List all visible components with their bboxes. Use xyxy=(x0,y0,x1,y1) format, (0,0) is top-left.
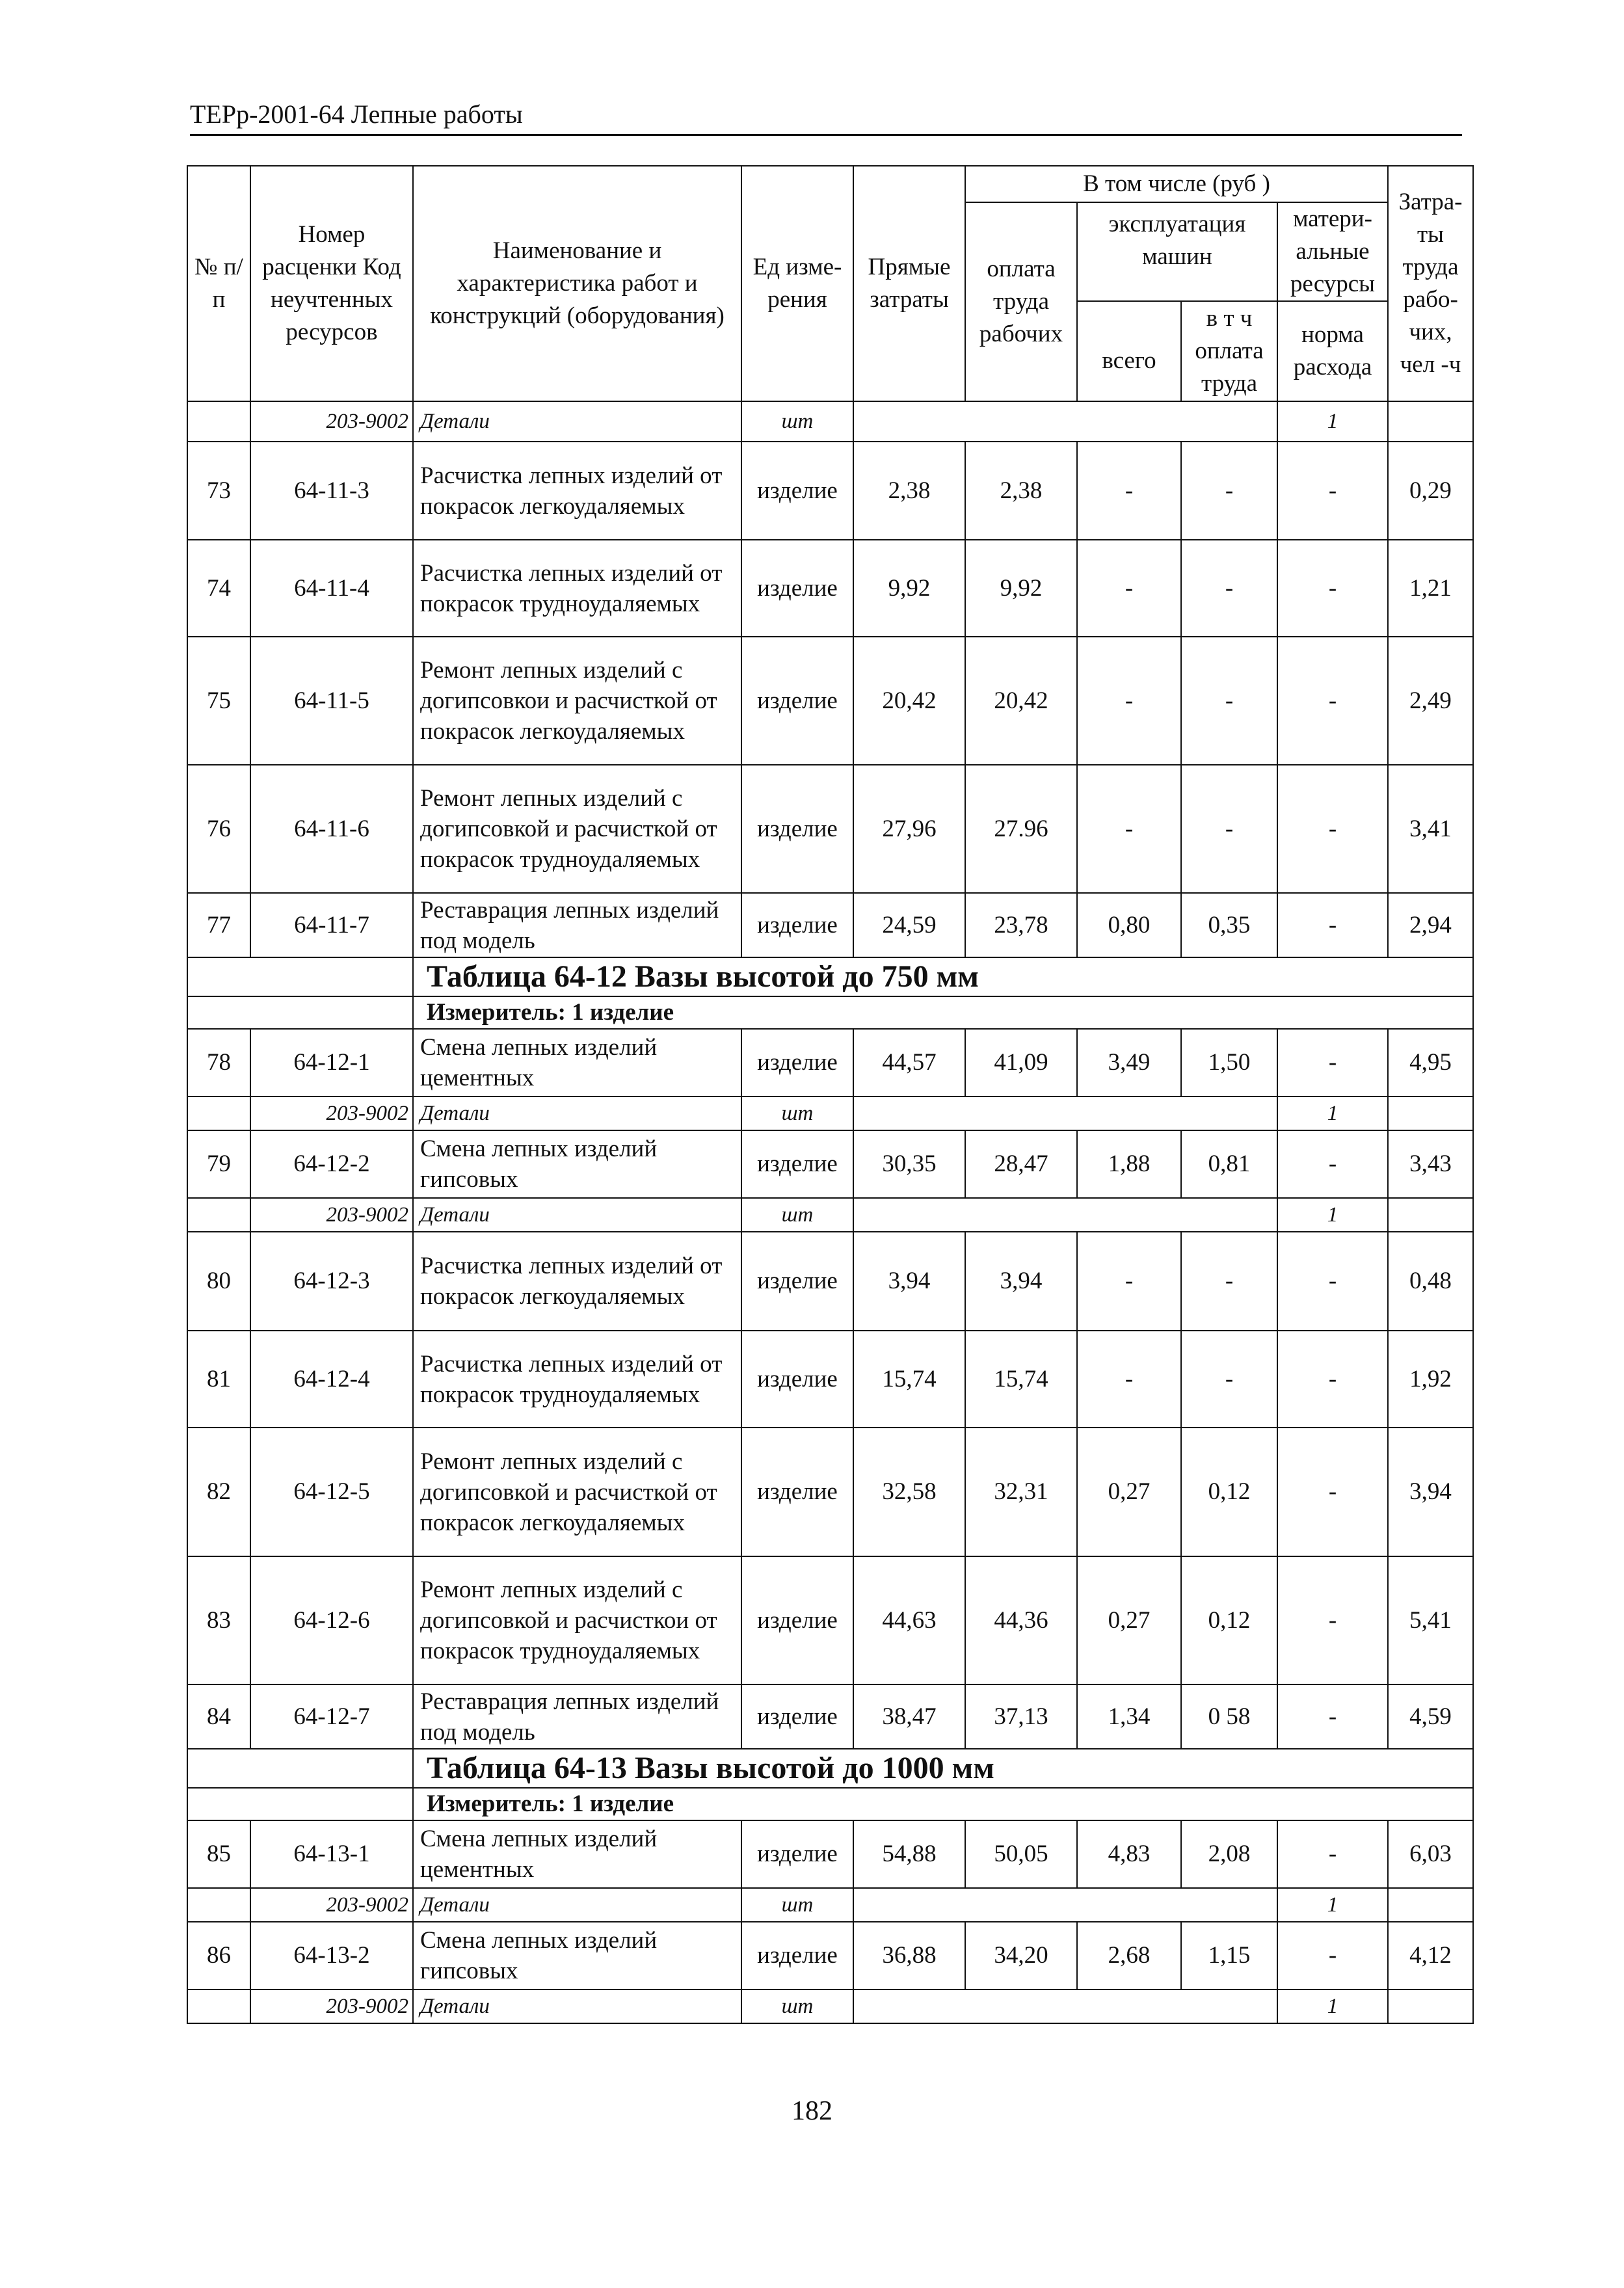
page-number: 182 xyxy=(792,2096,832,2126)
resource-unit: шт xyxy=(741,1097,853,1130)
resource-code: 203-9002 xyxy=(250,1989,413,2023)
labor-costs xyxy=(1388,401,1473,442)
machines-total: 4,83 xyxy=(1077,1820,1181,1888)
row-number: 80 xyxy=(187,1232,250,1331)
wages: 3,94 xyxy=(965,1232,1077,1331)
rate-code: 64-12-6 xyxy=(250,1556,413,1684)
resource-name: Детали xyxy=(413,1097,741,1130)
wages: 44,36 xyxy=(965,1556,1077,1684)
row-number: 83 xyxy=(187,1556,250,1684)
work-name: Смена лепных изделий гипсовых xyxy=(413,1130,741,1198)
table-row xyxy=(187,1130,1473,1198)
materials-norm: - xyxy=(1277,540,1388,637)
row-number: 85 xyxy=(187,1820,250,1888)
machines-total: 2,68 xyxy=(1077,1922,1181,1989)
resource-unit: шт xyxy=(741,1989,853,2023)
rate-code: 64-13-2 xyxy=(250,1922,413,1989)
rate-code: 64-13-1 xyxy=(250,1820,413,1888)
resource-code: 203-9002 xyxy=(250,1198,413,1232)
rate-code: 64-11-4 xyxy=(250,540,413,637)
labor-costs: 3,43 xyxy=(1388,1130,1473,1198)
labor-costs: 3,94 xyxy=(1388,1428,1473,1556)
direct-costs: 30,35 xyxy=(853,1130,965,1198)
resource-gap xyxy=(853,1888,1277,1922)
resource-row xyxy=(187,401,1473,442)
table-row xyxy=(187,1428,1473,1556)
resource-norm: 1 xyxy=(1277,401,1388,442)
row-number: 81 xyxy=(187,1331,250,1428)
direct-costs: 2,38 xyxy=(853,442,965,540)
wages: 41,09 xyxy=(965,1029,1077,1097)
col-header-machines-total: всего xyxy=(1077,301,1181,401)
col-header-labor: Затра-ты труда рабо-чих, чел -ч xyxy=(1388,166,1473,401)
rate-code: 64-11-3 xyxy=(250,442,413,540)
labor-costs: 2,94 xyxy=(1388,893,1473,957)
table-row xyxy=(187,1556,1473,1684)
row-number: 75 xyxy=(187,637,250,765)
resource-unit: шт xyxy=(741,1888,853,1922)
section-title: Таблица 64-13 Вазы высотой до 1000 мм xyxy=(413,1749,1473,1788)
direct-costs: 3,94 xyxy=(853,1232,965,1331)
col-header-unit: Ед изме-рения xyxy=(741,166,853,401)
materials-norm: - xyxy=(1277,1428,1388,1556)
rate-code: 64-11-7 xyxy=(250,893,413,957)
document-header-title: ТЕРр-2001-64 Лепные работы xyxy=(190,100,523,129)
machines-wages: 2,08 xyxy=(1181,1820,1277,1888)
labor-costs: 0,29 xyxy=(1388,442,1473,540)
row-number xyxy=(187,996,413,1029)
col-header-materials-norm: норма расхода xyxy=(1277,301,1388,401)
wages: 2,38 xyxy=(965,442,1077,540)
machines-wages: 1,15 xyxy=(1181,1922,1277,1989)
direct-costs: 54,88 xyxy=(853,1820,965,1888)
rate-code: 64-12-4 xyxy=(250,1331,413,1428)
rate-code: 64-12-2 xyxy=(250,1130,413,1198)
materials-norm: - xyxy=(1277,1232,1388,1331)
unit: изделие xyxy=(741,1232,853,1331)
rate-code: 64-11-5 xyxy=(250,637,413,765)
labor-costs: 4,12 xyxy=(1388,1922,1473,1989)
col-header-machines: эксплуатация машин xyxy=(1077,202,1277,301)
resource-gap xyxy=(853,401,1277,442)
unit: изделие xyxy=(741,765,853,893)
row-number: 84 xyxy=(187,1684,250,1749)
table-row xyxy=(187,540,1473,637)
rate-code: 64-11-6 xyxy=(250,765,413,893)
machines-total: - xyxy=(1077,442,1181,540)
materials-norm: - xyxy=(1277,1130,1388,1198)
table-row xyxy=(187,1820,1473,1888)
resource-row xyxy=(187,1989,1473,2023)
resource-row xyxy=(187,1888,1473,1922)
machines-wages: 0,12 xyxy=(1181,1556,1277,1684)
direct-costs: 38,47 xyxy=(853,1684,965,1749)
machines-total: 1,88 xyxy=(1077,1130,1181,1198)
labor-costs: 0,48 xyxy=(1388,1232,1473,1331)
col-header-code: Номер расценки Код неучтенных ресурсов xyxy=(250,166,413,401)
resource-row xyxy=(187,1198,1473,1232)
wages: 28,47 xyxy=(965,1130,1077,1198)
labor-costs xyxy=(1388,1198,1473,1232)
direct-costs: 9,92 xyxy=(853,540,965,637)
row-number: 78 xyxy=(187,1029,250,1097)
resource-code: 203-9002 xyxy=(250,1888,413,1922)
machines-total: - xyxy=(1077,1331,1181,1428)
table-row xyxy=(187,1684,1473,1749)
header-divider xyxy=(190,134,1462,136)
unit: изделие xyxy=(741,1428,853,1556)
machines-wages: - xyxy=(1181,637,1277,765)
work-name: Смена лепных изделий цементных xyxy=(413,1029,741,1097)
resource-name: Детали xyxy=(413,1198,741,1232)
resource-norm: 1 xyxy=(1277,1989,1388,2023)
row-number xyxy=(187,401,250,442)
machines-wages: 0,12 xyxy=(1181,1428,1277,1556)
work-name: Расчистка лепных изделий от покрасок легкоудаляемых xyxy=(413,1232,741,1331)
resource-norm: 1 xyxy=(1277,1888,1388,1922)
row-number xyxy=(187,1888,250,1922)
table-body xyxy=(187,401,1473,2023)
unit: изделие xyxy=(741,893,853,957)
machines-total: 0,80 xyxy=(1077,893,1181,957)
table-row xyxy=(187,1029,1473,1097)
work-name: Реставрация лепных изделий под модель xyxy=(413,1684,741,1749)
table-row xyxy=(187,442,1473,540)
rate-code: 64-12-1 xyxy=(250,1029,413,1097)
measure-unit: Измеритель: 1 изделие xyxy=(413,1788,1473,1820)
col-header-materials: матери-альные ресурсы xyxy=(1277,202,1388,301)
row-number xyxy=(187,1198,250,1232)
unit: изделие xyxy=(741,1331,853,1428)
machines-wages: 0 58 xyxy=(1181,1684,1277,1749)
machines-total: - xyxy=(1077,765,1181,893)
work-name: Реставрация лепных изделий под модель xyxy=(413,893,741,957)
rate-code: 64-12-5 xyxy=(250,1428,413,1556)
machines-total: - xyxy=(1077,1232,1181,1331)
wages: 34,20 xyxy=(965,1922,1077,1989)
machines-wages: - xyxy=(1181,1232,1277,1331)
materials-norm: - xyxy=(1277,893,1388,957)
direct-costs: 36,88 xyxy=(853,1922,965,1989)
machines-wages: 0,35 xyxy=(1181,893,1277,957)
row-number: 77 xyxy=(187,893,250,957)
row-number xyxy=(187,957,413,996)
row-number xyxy=(187,1788,413,1820)
work-name: Ремонт лепных изделий с догипсовкои и расчисткой от покрасок легкоудаляемых xyxy=(413,637,741,765)
measure-row xyxy=(187,1788,1473,1820)
work-name: Расчистка лепных изделий от покрасок легкоудаляемых xyxy=(413,442,741,540)
unit: изделие xyxy=(741,1922,853,1989)
row-number: 73 xyxy=(187,442,250,540)
unit: изделие xyxy=(741,540,853,637)
labor-costs: 1,92 xyxy=(1388,1331,1473,1428)
direct-costs: 44,57 xyxy=(853,1029,965,1097)
unit: изделие xyxy=(741,1029,853,1097)
row-number: 79 xyxy=(187,1130,250,1198)
col-header-wages: оплата труда рабочих xyxy=(965,202,1077,401)
resource-gap xyxy=(853,1198,1277,1232)
machines-total: - xyxy=(1077,637,1181,765)
unit: изделие xyxy=(741,1684,853,1749)
resource-norm: 1 xyxy=(1277,1097,1388,1130)
direct-costs: 20,42 xyxy=(853,637,965,765)
machines-wages: - xyxy=(1181,1331,1277,1428)
work-name: Ремонт лепных изделий с догипсовкой и расчисткой от покрасок трудноудаляемых xyxy=(413,765,741,893)
wages: 32,31 xyxy=(965,1428,1077,1556)
section-title-row xyxy=(187,957,1473,996)
resource-code: 203-9002 xyxy=(250,401,413,442)
machines-total: 0,27 xyxy=(1077,1556,1181,1684)
unit: изделие xyxy=(741,1130,853,1198)
resource-row xyxy=(187,1097,1473,1130)
resource-name: Детали xyxy=(413,401,741,442)
resource-name: Детали xyxy=(413,1989,741,2023)
work-name: Ремонт лепных изделий с догипсовкой и расчисткой от покрасок легкоудаляемых xyxy=(413,1428,741,1556)
price-table xyxy=(187,165,1474,2024)
machines-wages: - xyxy=(1181,442,1277,540)
materials-norm: - xyxy=(1277,1029,1388,1097)
work-name: Расчистка лепных изделий от покрасок трудноудаляемых xyxy=(413,1331,741,1428)
work-name: Смена лепных изделий гипсовых xyxy=(413,1922,741,1989)
col-header-machines-wages: в т ч оплата труда xyxy=(1181,301,1277,401)
resource-gap xyxy=(853,1097,1277,1130)
unit: изделие xyxy=(741,1820,853,1888)
work-name: Расчистка лепных изделий от покрасок трудноудаляемых xyxy=(413,540,741,637)
work-name: Ремонт лепных изделий с догипсовкой и расчисткои от покрасок трудноудаляемых xyxy=(413,1556,741,1684)
row-number: 86 xyxy=(187,1922,250,1989)
materials-norm: - xyxy=(1277,637,1388,765)
direct-costs: 44,63 xyxy=(853,1556,965,1684)
materials-norm: - xyxy=(1277,1556,1388,1684)
machines-wages: 0,81 xyxy=(1181,1130,1277,1198)
labor-costs: 5,41 xyxy=(1388,1556,1473,1684)
wages: 37,13 xyxy=(965,1684,1077,1749)
labor-costs xyxy=(1388,1097,1473,1130)
materials-norm: - xyxy=(1277,765,1388,893)
row-number xyxy=(187,1749,413,1788)
unit: изделие xyxy=(741,442,853,540)
row-number xyxy=(187,1097,250,1130)
machines-wages: - xyxy=(1181,540,1277,637)
table-row xyxy=(187,1232,1473,1331)
wages: 9,92 xyxy=(965,540,1077,637)
machines-total: 1,34 xyxy=(1077,1684,1181,1749)
wages: 15,74 xyxy=(965,1331,1077,1428)
labor-costs xyxy=(1388,1888,1473,1922)
wages: 20,42 xyxy=(965,637,1077,765)
col-header-num: № п/п xyxy=(187,166,250,401)
rate-code: 64-12-3 xyxy=(250,1232,413,1331)
machines-total: - xyxy=(1077,540,1181,637)
machines-total: 0,27 xyxy=(1077,1428,1181,1556)
unit: изделие xyxy=(741,1556,853,1684)
section-title-row xyxy=(187,1749,1473,1788)
labor-costs: 4,59 xyxy=(1388,1684,1473,1749)
col-header-direct-costs: Прямые затраты xyxy=(853,166,965,401)
direct-costs: 24,59 xyxy=(853,893,965,957)
resource-unit: шт xyxy=(741,1198,853,1232)
labor-costs xyxy=(1388,1989,1473,2023)
table-row xyxy=(187,637,1473,765)
section-title: Таблица 64-12 Вазы высотой до 750 мм xyxy=(413,957,1473,996)
table-row xyxy=(187,893,1473,957)
wages: 50,05 xyxy=(965,1820,1077,1888)
unit: изделие xyxy=(741,637,853,765)
labor-costs: 4,95 xyxy=(1388,1029,1473,1097)
row-number: 74 xyxy=(187,540,250,637)
labor-costs: 3,41 xyxy=(1388,765,1473,893)
machines-total: 3,49 xyxy=(1077,1029,1181,1097)
labor-costs: 1,21 xyxy=(1388,540,1473,637)
materials-norm: - xyxy=(1277,1820,1388,1888)
labor-costs: 6,03 xyxy=(1388,1820,1473,1888)
resource-unit: шт xyxy=(741,401,853,442)
row-number xyxy=(187,1989,250,2023)
work-name: Смена лепных изделий цементных xyxy=(413,1820,741,1888)
machines-wages: - xyxy=(1181,765,1277,893)
machines-wages: 1,50 xyxy=(1181,1029,1277,1097)
table-row xyxy=(187,765,1473,893)
table-row xyxy=(187,1331,1473,1428)
materials-norm: - xyxy=(1277,1684,1388,1749)
direct-costs: 32,58 xyxy=(853,1428,965,1556)
resource-name: Детали xyxy=(413,1888,741,1922)
col-header-name: Наименование и характеристика работ и конструкций (оборудования) xyxy=(413,166,741,401)
measure-unit: Измеритель: 1 изделие xyxy=(413,996,1473,1029)
rate-code: 64-12-7 xyxy=(250,1684,413,1749)
direct-costs: 15,74 xyxy=(853,1331,965,1428)
row-number: 76 xyxy=(187,765,250,893)
materials-norm: - xyxy=(1277,442,1388,540)
labor-costs: 2,49 xyxy=(1388,637,1473,765)
resource-norm: 1 xyxy=(1277,1198,1388,1232)
measure-row xyxy=(187,996,1473,1029)
wages: 27.96 xyxy=(965,765,1077,893)
materials-norm: - xyxy=(1277,1331,1388,1428)
resource-code: 203-9002 xyxy=(250,1097,413,1130)
resource-gap xyxy=(853,1989,1277,2023)
wages: 23,78 xyxy=(965,893,1077,957)
materials-norm: - xyxy=(1277,1922,1388,1989)
table-row xyxy=(187,1922,1473,1989)
col-header-including: В том числе (руб ) xyxy=(965,166,1388,202)
direct-costs: 27,96 xyxy=(853,765,965,893)
row-number: 82 xyxy=(187,1428,250,1556)
